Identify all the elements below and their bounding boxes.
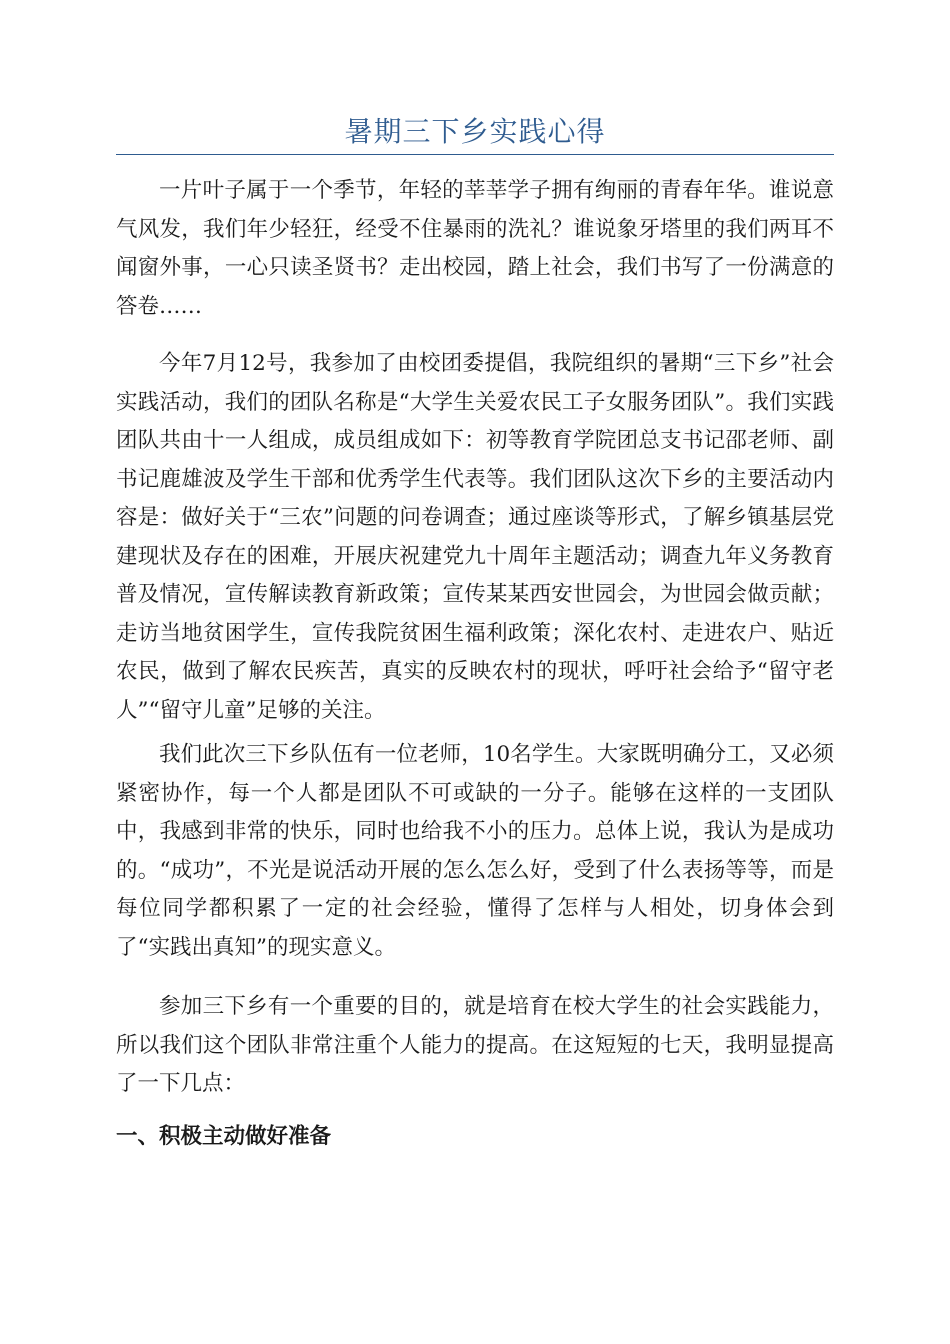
- paragraph-intro: 一片叶子属于一个季节，年轻的莘莘学子拥有绚丽的青春年华。谁说意气风发，我们年少轻狂，经受不住暴雨的洗礼？谁说象牙塔里的我们两耳不闻窗外事，一心只读圣贤书？走出校园，踏上社会，我们书写了一份满意的答卷……: [116, 178, 834, 319]
- paragraph-activity: 今年7月12号，我参加了由校团委提倡，我院组织的暑期“三下乡”社会实践活动，我们的团队名称是“大学生关爱农民工子女服务团队”。我们实践团队共由十一人组成，成员组成如下：初等教育学院团总支书记邵老师、副书记鹿雄波及学生干部和优秀学生代表等。我们团队这次下乡的主要活动内容是：做好关于“三农”问题的问卷调查；通过座谈等形式，了解乡镇基层党建现状及存在的困难，开展庆祝建党九十周年主题活动；调查九年义务教育普及情况，宣传解读教育新政策；宣传某某西安世园会，为世园会做贡献；走访当地贫困学生，宣传我院贫困生福利政策；深化农村、走进农户、贴近农民，做到了解农民疾苦，真实的反映农村的现状，呼吁社会给予“留守老人”“留守儿童”足够的关注。: [116, 351, 834, 723]
- paragraph-team: 我们此次三下乡队伍有一位老师，10名学生。大家既明确分工，又必须紧密协作，每一个人都是团队不可或缺的一分子。能够在这样的一支团队中，我感到非常的快乐，同时也给我不小的压力。总体上说，我认为是成功的。“成功”，不光是说活动开展的怎么怎么好，受到了什么表扬等等，而是每位同学都积累了一定的社会经验，懂得了怎样与人相处，切身体会到了“实践出真知”的现实意义。: [116, 742, 834, 960]
- paragraph-purpose: 参加三下乡有一个重要的目的，就是培育在校大学生的社会实践能力，所以我们这个团队非常注重个人能力的提高。在这短短的七天，我明显提高了一下几点：: [116, 994, 834, 1096]
- section-heading: 一、积极主动做好准备: [116, 1124, 332, 1149]
- title-underline: [116, 154, 834, 155]
- document-title: 暑期三下乡实践心得: [344, 115, 606, 148]
